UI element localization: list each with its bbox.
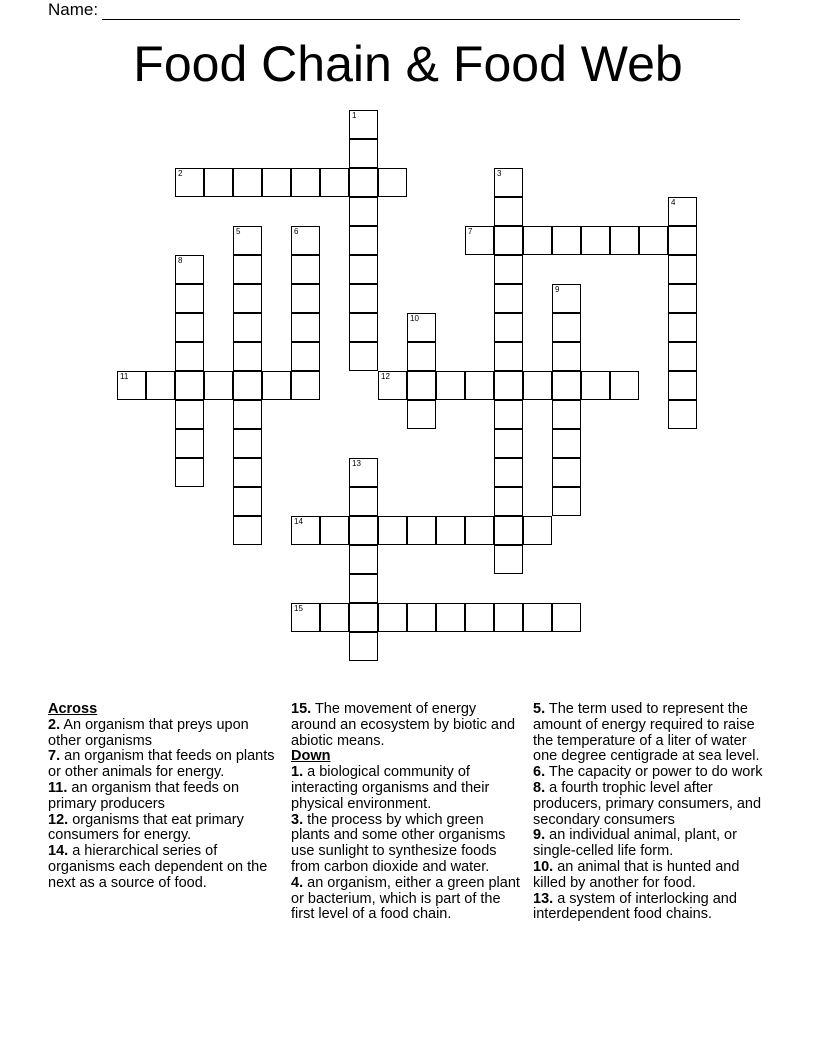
grid-cell[interactable] bbox=[494, 313, 523, 342]
down-heading: Down bbox=[291, 748, 331, 765]
cell-number: 7 bbox=[468, 227, 473, 236]
clue-text: The movement of energy around an ecosystem by biotic and abiotic means. bbox=[291, 701, 516, 749]
grid-cell[interactable] bbox=[465, 516, 494, 545]
grid-cell[interactable] bbox=[175, 284, 204, 313]
grid-cell[interactable] bbox=[233, 516, 262, 545]
clue-text: an organism, either a green plant or bacterium, which is part of the first level of a food chain. bbox=[291, 874, 520, 923]
clue-text: An organism that preys upon other organisms bbox=[48, 716, 249, 749]
grid-cell[interactable] bbox=[204, 371, 233, 400]
clue-across-7 bbox=[48, 749, 276, 781]
clue-text: a fourth trophic level after producers, primary consumers, and secondary consumers bbox=[533, 779, 762, 828]
grid-cell[interactable] bbox=[436, 516, 465, 545]
grid-cell[interactable] bbox=[233, 255, 262, 284]
grid-cell[interactable] bbox=[233, 284, 262, 313]
clue-number: 14. bbox=[48, 843, 69, 860]
grid-cell[interactable] bbox=[378, 603, 407, 632]
grid-cell[interactable] bbox=[494, 342, 523, 371]
clue-down-6 bbox=[533, 765, 769, 781]
grid-cell[interactable] bbox=[175, 342, 204, 371]
clue-text: an individual animal, plant, or single-celled life form. bbox=[533, 827, 737, 860]
grid-cell[interactable] bbox=[291, 371, 320, 400]
grid-cell[interactable] bbox=[349, 574, 378, 603]
clue-text: the process by which green plants and some other organisms use sunlight to synthesize foods from carbon dioxide and water. bbox=[291, 811, 506, 875]
name-label: Name: bbox=[48, 0, 99, 19]
grid-cell[interactable] bbox=[233, 458, 262, 487]
grid-cell[interactable] bbox=[465, 603, 494, 632]
grid-cell[interactable] bbox=[349, 110, 378, 139]
grid-cell[interactable] bbox=[494, 458, 523, 487]
grid-cell[interactable] bbox=[407, 516, 436, 545]
cell-number: 15 bbox=[294, 604, 303, 613]
grid-cell[interactable] bbox=[581, 226, 610, 255]
grid-cell[interactable] bbox=[349, 487, 378, 516]
grid-cell[interactable] bbox=[233, 342, 262, 371]
grid-cell[interactable] bbox=[552, 429, 581, 458]
grid-cell[interactable] bbox=[494, 400, 523, 429]
clue-number: 8. bbox=[533, 779, 546, 796]
grid-cell[interactable] bbox=[378, 516, 407, 545]
grid-cell[interactable] bbox=[291, 313, 320, 342]
grid-cell[interactable] bbox=[494, 429, 523, 458]
grid-cell[interactable] bbox=[349, 632, 378, 661]
grid-cell[interactable] bbox=[349, 603, 378, 632]
grid-cell[interactable] bbox=[320, 603, 349, 632]
grid-cell[interactable] bbox=[349, 458, 378, 487]
clue-down-1 bbox=[291, 765, 521, 812]
grid-cell[interactable] bbox=[378, 371, 407, 400]
grid-cell[interactable] bbox=[233, 313, 262, 342]
cell-number: 8 bbox=[178, 256, 183, 265]
grid-cell[interactable] bbox=[465, 226, 494, 255]
grid-cell[interactable] bbox=[668, 284, 697, 313]
grid-cell[interactable] bbox=[494, 197, 523, 226]
grid-cell[interactable] bbox=[204, 168, 233, 197]
grid-cell[interactable] bbox=[233, 371, 262, 400]
grid-cell[interactable] bbox=[494, 168, 523, 197]
clue-text: The term used to represent the amount of energy required to raise the temperature of a liter of water one degree centigrade at sea level. bbox=[533, 701, 760, 765]
grid-cell[interactable] bbox=[233, 487, 262, 516]
clue-column-3 bbox=[533, 702, 769, 923]
cell-number: 3 bbox=[497, 169, 502, 178]
clue-number: 6. bbox=[533, 764, 546, 781]
clue-text: organisms that eat primary consumers for energy. bbox=[48, 811, 244, 844]
grid-cell[interactable] bbox=[668, 400, 697, 429]
grid-cell[interactable] bbox=[610, 226, 639, 255]
cell-number: 12 bbox=[381, 372, 390, 381]
clue-number: 11. bbox=[48, 779, 68, 796]
grid-cell[interactable] bbox=[291, 226, 320, 255]
grid-cell[interactable] bbox=[233, 226, 262, 255]
grid-cell[interactable] bbox=[407, 603, 436, 632]
grid-cell[interactable] bbox=[320, 516, 349, 545]
clue-down-3 bbox=[291, 813, 521, 876]
grid-cell[interactable] bbox=[494, 603, 523, 632]
grid-cell[interactable] bbox=[262, 168, 291, 197]
grid-cell[interactable] bbox=[117, 371, 146, 400]
grid-cell[interactable] bbox=[175, 168, 204, 197]
grid-cell[interactable] bbox=[668, 255, 697, 284]
cell-number: 1 bbox=[352, 111, 357, 120]
grid-cell[interactable] bbox=[494, 255, 523, 284]
clue-text: a hierarchical series of organisms each dependent on the next as a source of food. bbox=[48, 843, 268, 891]
grid-cell[interactable] bbox=[146, 371, 175, 400]
clue-number: 2. bbox=[48, 716, 61, 733]
grid-cell[interactable] bbox=[262, 371, 291, 400]
grid-cell[interactable] bbox=[291, 255, 320, 284]
clue-across-12 bbox=[48, 813, 276, 845]
grid-cell[interactable] bbox=[552, 284, 581, 313]
cell-number: 13 bbox=[352, 459, 361, 468]
grid-cell[interactable] bbox=[494, 284, 523, 313]
grid-cell[interactable] bbox=[523, 603, 552, 632]
clue-across-15 bbox=[291, 702, 521, 749]
clue-number: 9. bbox=[533, 827, 546, 844]
grid-cell[interactable] bbox=[639, 226, 668, 255]
grid-cell[interactable] bbox=[291, 603, 320, 632]
grid-cell[interactable] bbox=[349, 284, 378, 313]
clue-down-13 bbox=[533, 892, 769, 924]
grid-cell[interactable] bbox=[291, 284, 320, 313]
clue-number: 4. bbox=[291, 874, 304, 891]
grid-cell[interactable] bbox=[552, 313, 581, 342]
grid-cell[interactable] bbox=[233, 400, 262, 429]
cell-number: 9 bbox=[555, 285, 560, 294]
grid-cell[interactable] bbox=[407, 342, 436, 371]
grid-cell[interactable] bbox=[175, 255, 204, 284]
clue-number: 15. bbox=[291, 701, 312, 717]
clue-down-9 bbox=[533, 828, 769, 860]
grid-cell[interactable] bbox=[668, 342, 697, 371]
grid-cell[interactable] bbox=[175, 400, 204, 429]
grid-cell[interactable] bbox=[552, 371, 581, 400]
grid-cell[interactable] bbox=[349, 313, 378, 342]
grid-cell[interactable] bbox=[291, 342, 320, 371]
clue-across-14 bbox=[48, 844, 276, 891]
clue-down-8 bbox=[533, 781, 769, 828]
grid-cell[interactable] bbox=[291, 168, 320, 197]
grid-cell[interactable] bbox=[233, 168, 262, 197]
grid-cell[interactable] bbox=[175, 371, 204, 400]
cell-number: 6 bbox=[294, 227, 299, 236]
page-title: Food Chain & Food Web bbox=[133, 36, 683, 92]
clue-across-2 bbox=[48, 718, 276, 750]
grid-cell[interactable] bbox=[349, 226, 378, 255]
clue-column-2 bbox=[291, 702, 521, 923]
grid-cell[interactable] bbox=[523, 226, 552, 255]
clue-number: 13. bbox=[533, 890, 554, 907]
grid-cell[interactable] bbox=[349, 139, 378, 168]
grid-cell[interactable] bbox=[175, 429, 204, 458]
grid-cell[interactable] bbox=[494, 226, 523, 255]
clue-text: a system of interlocking and interdependent food chains. bbox=[533, 890, 737, 923]
grid-cell[interactable] bbox=[349, 342, 378, 371]
grid-cell[interactable] bbox=[349, 545, 378, 574]
clue-text: an animal that is hunted and killed by another for food. bbox=[533, 858, 740, 891]
grid-cell[interactable] bbox=[494, 545, 523, 574]
grid-cell[interactable] bbox=[494, 516, 523, 545]
clue-down-5 bbox=[533, 702, 769, 765]
grid-cell[interactable] bbox=[494, 487, 523, 516]
grid-cell[interactable] bbox=[552, 487, 581, 516]
grid-cell[interactable] bbox=[668, 371, 697, 400]
grid-cell[interactable] bbox=[552, 458, 581, 487]
clue-down-10 bbox=[533, 860, 769, 892]
clue-down-4 bbox=[291, 876, 521, 923]
clue-text: an organism that feeds on plants or other animals for energy. bbox=[48, 748, 275, 781]
grid-cell[interactable] bbox=[175, 458, 204, 487]
grid-cell[interactable] bbox=[349, 255, 378, 284]
grid-cell[interactable] bbox=[610, 371, 639, 400]
clue-number: 3. bbox=[291, 811, 304, 828]
clue-number: 1. bbox=[291, 764, 304, 781]
grid-cell[interactable] bbox=[668, 226, 697, 255]
cell-number: 5 bbox=[236, 227, 241, 236]
cell-number: 2 bbox=[178, 169, 183, 178]
grid-cell[interactable] bbox=[378, 168, 407, 197]
grid-cell[interactable] bbox=[581, 371, 610, 400]
grid-cell[interactable] bbox=[407, 400, 436, 429]
grid-cell[interactable] bbox=[349, 197, 378, 226]
cell-number: 11 bbox=[120, 372, 129, 381]
cell-number: 4 bbox=[671, 198, 676, 207]
grid-cell[interactable] bbox=[349, 168, 378, 197]
grid-cell[interactable] bbox=[668, 197, 697, 226]
grid-cell[interactable] bbox=[407, 371, 436, 400]
clue-number: 10. bbox=[533, 858, 554, 875]
clue-text: a biological community of interacting organisms and their physical environment. bbox=[291, 764, 490, 812]
cell-number: 10 bbox=[410, 314, 419, 323]
grid-cell[interactable] bbox=[349, 516, 378, 545]
clue-number: 5. bbox=[533, 701, 546, 717]
grid-cell[interactable] bbox=[175, 313, 204, 342]
clue-text: an organism that feeds on primary producers bbox=[48, 779, 240, 812]
grid-cell[interactable] bbox=[494, 371, 523, 400]
grid-cell[interactable] bbox=[552, 400, 581, 429]
grid-cell[interactable] bbox=[552, 342, 581, 371]
clue-number: 7. bbox=[48, 748, 61, 765]
cell-number: 14 bbox=[294, 517, 303, 526]
across-heading: Across bbox=[48, 701, 98, 717]
grid-cell[interactable] bbox=[291, 516, 320, 545]
clue-column-1 bbox=[48, 702, 276, 892]
grid-cell[interactable] bbox=[668, 313, 697, 342]
grid-cell[interactable] bbox=[552, 603, 581, 632]
grid-cell[interactable] bbox=[436, 371, 465, 400]
grid-cell[interactable] bbox=[523, 516, 552, 545]
grid-cell[interactable] bbox=[436, 603, 465, 632]
grid-cell[interactable] bbox=[320, 168, 349, 197]
clue-number: 12. bbox=[48, 811, 69, 828]
grid-cell[interactable] bbox=[465, 371, 494, 400]
clue-across-11 bbox=[48, 781, 276, 813]
clue-text: The capacity or power to do work bbox=[548, 764, 763, 781]
grid-cell[interactable] bbox=[233, 429, 262, 458]
grid-cell[interactable] bbox=[523, 371, 552, 400]
grid-cell[interactable] bbox=[407, 313, 436, 342]
grid-cell[interactable] bbox=[552, 226, 581, 255]
